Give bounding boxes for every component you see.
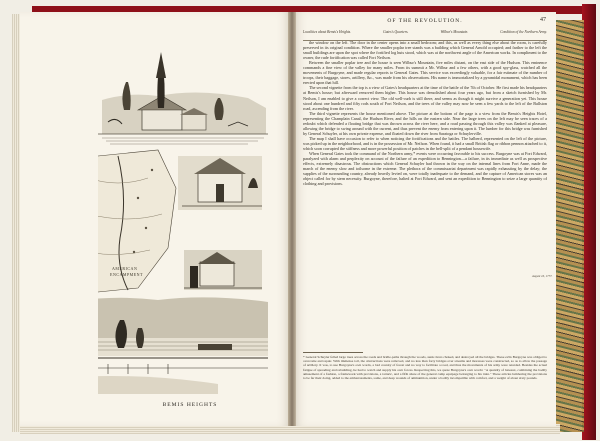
- engraving-illustration: [98, 38, 268, 416]
- subhead: Wilbur's Mountain.: [440, 30, 469, 34]
- marbled-endpaper: [552, 20, 584, 432]
- running-head: [300, 18, 550, 28]
- paragraph: The third vignette represents the house mentioned above. The picture at the bottom of the page is a view from the Bemis's Heights Hotel, representing the Champlain Canal, the Hudson River, and the hills on the eastern side. Near the large trees on the left may be seen traces of a redoubt which defended a floating bridge that was thrown across the river here, and a road passing through this valley was flanked at pleasure, allowing the bridge to swing around with the current, and thus prevent the enemy from entering upon it. The lumber for this bridge was furnished by General Schuyler, at his own private expense, and floated down the river from Saratoga or Schuylerville.: [303, 110, 547, 136]
- paragraph: the window on the left. The door in the center opens into a small bedroom; and this, as well as every thing else about the room, is carefully preserved in its original condition. Where the smaller poplar tree stands was a building which General Arnold occupied; and farther to the left the small buildings are upon the spot where the fortified log huts stood, which was at the northwest angle of the American works. In compliment to the owner, the rude fortification was called Fort Neilson.: [303, 40, 547, 61]
- map-battle-ground: [98, 150, 176, 294]
- footnote: [303, 355, 547, 411]
- book-gutter: [288, 12, 296, 426]
- subhead: Gates's Quarters.: [383, 30, 409, 34]
- paragraph: The second vignette from the top is a view of Gates's headquarters at the time of the battle of the 7th of October. He first made his headquarters at Bemis's house; but afterward removed them higher. This house was demolished about four years ago, but from a sketch furnished by Mr. Neilson, I am enabled to give a correct view. The old well-curb is still there, and seems as though it might survive a generation yet. This house stood about one hundred and fifty rods south of Fort Neilson, and the trees of the valley may now be seen a few yards to the left of the Ballston road, ascending from the river.: [303, 85, 547, 111]
- vignette-gates-headquarters: [178, 156, 262, 210]
- margin-date-note: August 16, 1777.: [532, 274, 553, 278]
- vignette-neilson-house: [98, 52, 268, 144]
- paragraph: When General Gates took the command of the Northern army,* events were occurring favorable to his success. Burgoyne was at Fort Edward, paralyzed with alarm and perplexity on account of the failure of an expedition to Bennington—a failure, in its immediate as well as prospective effects, extremely disastrous. The obstructions which General Schuyler had thrown in the way on the internal lines from Fort Anne, made the march of the enemy slow and toilsome in the extreme. The plethora of the commissariat department was rapidly exhausting by the delay; the supplies of the surrounding country, already heavily levied on, were totally inadequate to the demand, and the capture of American stores was an object called for by stern necessity. Burgoyne, therefore, halted at Fort Edward, and sent an expedition to Bennington to seize a large quantity of clothing and provisions.: [303, 151, 547, 187]
- subhead: Localities about Bemis's Heights.: [303, 30, 352, 34]
- footnote-rule: [303, 352, 363, 353]
- vignette-house-small: [184, 250, 262, 290]
- running-head-title: OF THE REVOLUTION.: [387, 18, 463, 24]
- paragraph: Between the smaller poplar tree and the house is seen Wilbur's Mountain, five miles distant, on the east side of the Hudson. This eminence commands a fine view of the valley for many miles. From its summit a Mr. Wilbur and a few others, with a good spy-glass, watched all the movements of Burgoyne, and made regular reports to General Gates. This service was exceedingly valuable, for a fair estimate of the number of troops, their baggage, stores, artillery, &c., was made from his observations. His name is immortalized by a pyramidal monument, which has been erected upon that hill.: [303, 60, 547, 86]
- subhead: Condition of the Northern Army.: [500, 30, 547, 34]
- cover-right-edge: [582, 4, 596, 440]
- map-label-american: AMERICAN: [112, 266, 138, 271]
- vignette-canal-view: [98, 297, 268, 394]
- map-label-encampment: ENCAMPMENT: [110, 272, 144, 277]
- page-number: 47: [540, 17, 546, 23]
- footnote-text: * General Schuyler felled large trees across the roads and bridle-paths through the woods, sunk rivers choked, and destroyed all the bridges. These evils Burgoyne was obliged to overcome and repair. With immense toil, the obstructions were removed, and no less than forty bridges over streams and morasses were constructed, so as to allow the passage of artillery. It was, to use Burgoyne's own words, a bad country of forest and no way to facilitate a road, and thus the movements of his army were retarded. Besides the actual fatigue of spreading and rebuilding, he had to watch and supply his own forces. Respecting this, we quote Burgoyne's own words: "A quantity of bateaux, combining the bodily amusement of a fashion, a framework with provisions, a tartaric, and a fifth share of the general camp equipage belonging to his train." These articles lumbering the provisions to be far their doing, added to the embarrassments, some, and deep wounds of ammunition, under a bodily incompatible with comfort, and a weight of about sixty pounds.: [303, 355, 547, 381]
- engraving-caption: BEMIS HEIGHTS: [162, 402, 218, 408]
- paragraph: The map I shall have occasion to refer to when noticing the fortifications and the battles. The halberd, represented on the left of the picture, was picked up in the neighborhood, and is in the possession of Mr. Neilson. When found, it had a small British flag or ribbon pennon attached to it, which soon corrupted the stiffness and more powerful position of patches in the bell-split of a pendant housewife.: [303, 135, 547, 151]
- body-text: [303, 40, 547, 348]
